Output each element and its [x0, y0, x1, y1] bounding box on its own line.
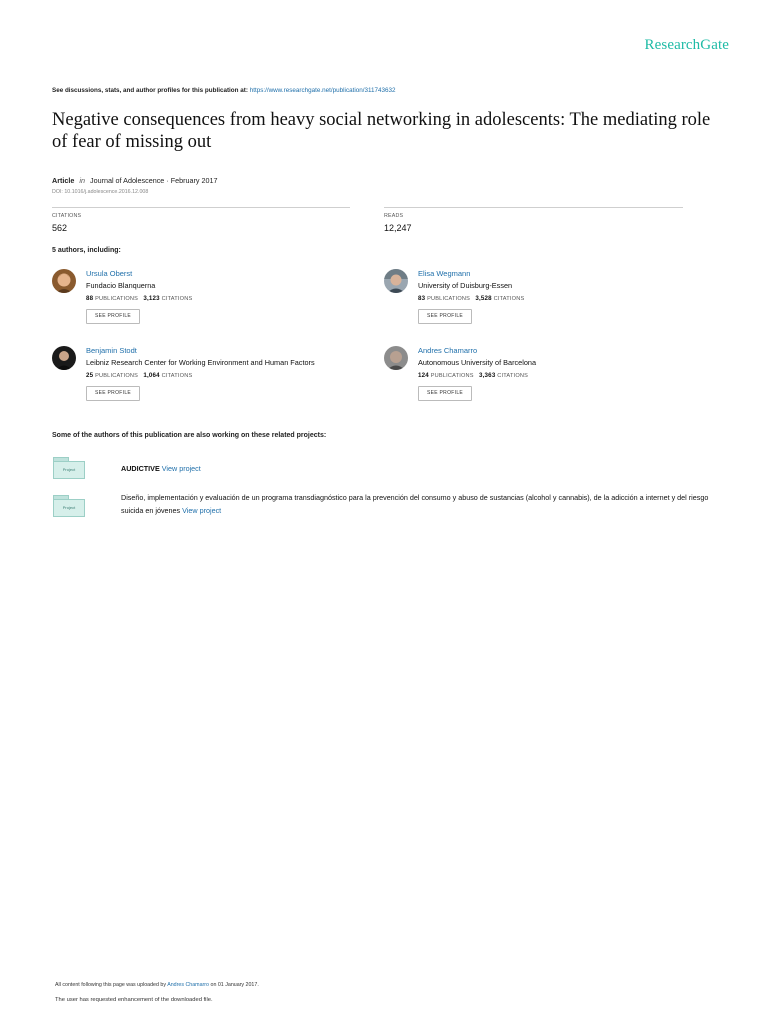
reads-divider	[384, 207, 683, 208]
citations-divider	[52, 207, 350, 208]
discussion-line	[52, 87, 396, 94]
citations-label: CITATIONS	[161, 373, 193, 379]
see-profile-button[interactable]: SEE PROFILE	[418, 309, 472, 324]
publication-url-link[interactable]: https://www.researchgate.net/publication/311743632	[249, 87, 396, 94]
avatar[interactable]	[384, 346, 408, 370]
citations-label: CITATIONS	[493, 296, 525, 302]
author-card-oberst	[52, 269, 382, 339]
project-icon-label: Project	[53, 499, 85, 517]
see-profile-button[interactable]: SEE PROFILE	[86, 309, 140, 324]
author-institution: University of Duisburg-Essen	[418, 281, 513, 290]
publications-label: PUBLICATIONS	[95, 373, 139, 379]
avatar[interactable]	[384, 269, 408, 293]
publication-date: February 2017	[170, 176, 218, 185]
date-separator: ·	[166, 176, 169, 185]
project-name: AUDICTIVE	[121, 464, 160, 473]
discussion-prefix: See discussions, stats, and author profiles for this publication at:	[52, 87, 248, 94]
view-project-link[interactable]: View project	[161, 464, 201, 473]
see-profile-button[interactable]: SEE PROFILE	[418, 386, 472, 401]
article-type: Article	[52, 176, 75, 185]
citations-count: 3,363	[478, 372, 496, 379]
upload-note	[55, 982, 259, 988]
in-label: in	[79, 176, 85, 185]
author-name[interactable]: Benjamin Stodt	[86, 346, 137, 355]
project-name: Diseño, implementación y evaluación de un programa transdiagnóstico para la prevención del consumo y abuso de sustancias (alcohol y cannabis), de la adicción a internet y del riesgo suicida en jóvenes	[121, 493, 709, 515]
citations-label: CITATIONS	[161, 296, 193, 302]
author-card-stodt	[52, 346, 382, 416]
project-item	[121, 491, 721, 517]
author-card-wegmann	[384, 269, 714, 339]
author-stats	[418, 295, 524, 302]
project-item	[121, 462, 721, 475]
author-institution: Fundacio Blanquerna	[86, 281, 156, 290]
author-stats	[418, 372, 528, 379]
avatar[interactable]	[52, 346, 76, 370]
author-stats	[86, 372, 192, 379]
researchgate-logo[interactable]: ResearchGate	[644, 37, 729, 53]
citations-label: CITATIONS	[497, 373, 529, 379]
uploader-link[interactable]: Andres Chamarro	[167, 982, 210, 988]
journal-name: Journal of Adolescence	[89, 176, 165, 185]
project-icon-label: Project	[53, 461, 85, 479]
publications-count: 88	[86, 295, 94, 302]
reads-label: READS	[384, 213, 404, 219]
article-info	[52, 176, 217, 185]
author-stats	[86, 295, 192, 302]
view-project-link[interactable]: View project	[182, 506, 222, 515]
author-institution: Autonomous University of Barcelona	[418, 358, 537, 367]
author-card-chamarro	[384, 346, 714, 416]
upload-prefix: All content following this page was uploaded by	[55, 982, 167, 988]
publications-count: 83	[418, 295, 426, 302]
avatar[interactable]	[52, 269, 76, 293]
publications-count: 25	[86, 372, 94, 379]
reads-value: 12,247	[384, 223, 412, 233]
publications-label: PUBLICATIONS	[430, 373, 474, 379]
author-name[interactable]: Andres Chamarro	[418, 346, 478, 355]
publications-label: PUBLICATIONS	[95, 296, 139, 302]
publications-count: 124	[418, 372, 429, 379]
related-projects-heading: Some of the authors of this publication are also working on these related projects:	[52, 432, 327, 439]
authors-heading: 5 authors, including:	[52, 247, 121, 254]
author-name[interactable]: Elisa Wegmann	[418, 269, 471, 278]
publications-label: PUBLICATIONS	[427, 296, 471, 302]
see-profile-button[interactable]: SEE PROFILE	[86, 386, 140, 401]
doi: DOI: 10.1016/j.adolescence.2016.12.008	[52, 189, 149, 195]
citations-count: 1,064	[143, 372, 160, 379]
citations-count: 3,528	[475, 295, 492, 302]
author-institution: Leibniz Research Center for Working Environment and Human Factors	[86, 358, 315, 367]
enhancement-note: The user has requested enhancement of the downloaded file.	[55, 997, 213, 1003]
citations-label: CITATIONS	[52, 213, 82, 219]
author-name[interactable]: Ursula Oberst	[86, 269, 133, 278]
paper-title: Negative consequences from heavy social networking in adolescents: The mediating role of fear of missing out	[52, 110, 711, 152]
citations-value: 562	[52, 223, 68, 233]
project-folder-icon	[53, 495, 85, 517]
project-folder-icon	[53, 457, 85, 479]
upload-suffix: on 01 January 2017.	[210, 982, 259, 988]
citations-count: 3,123	[143, 295, 160, 302]
